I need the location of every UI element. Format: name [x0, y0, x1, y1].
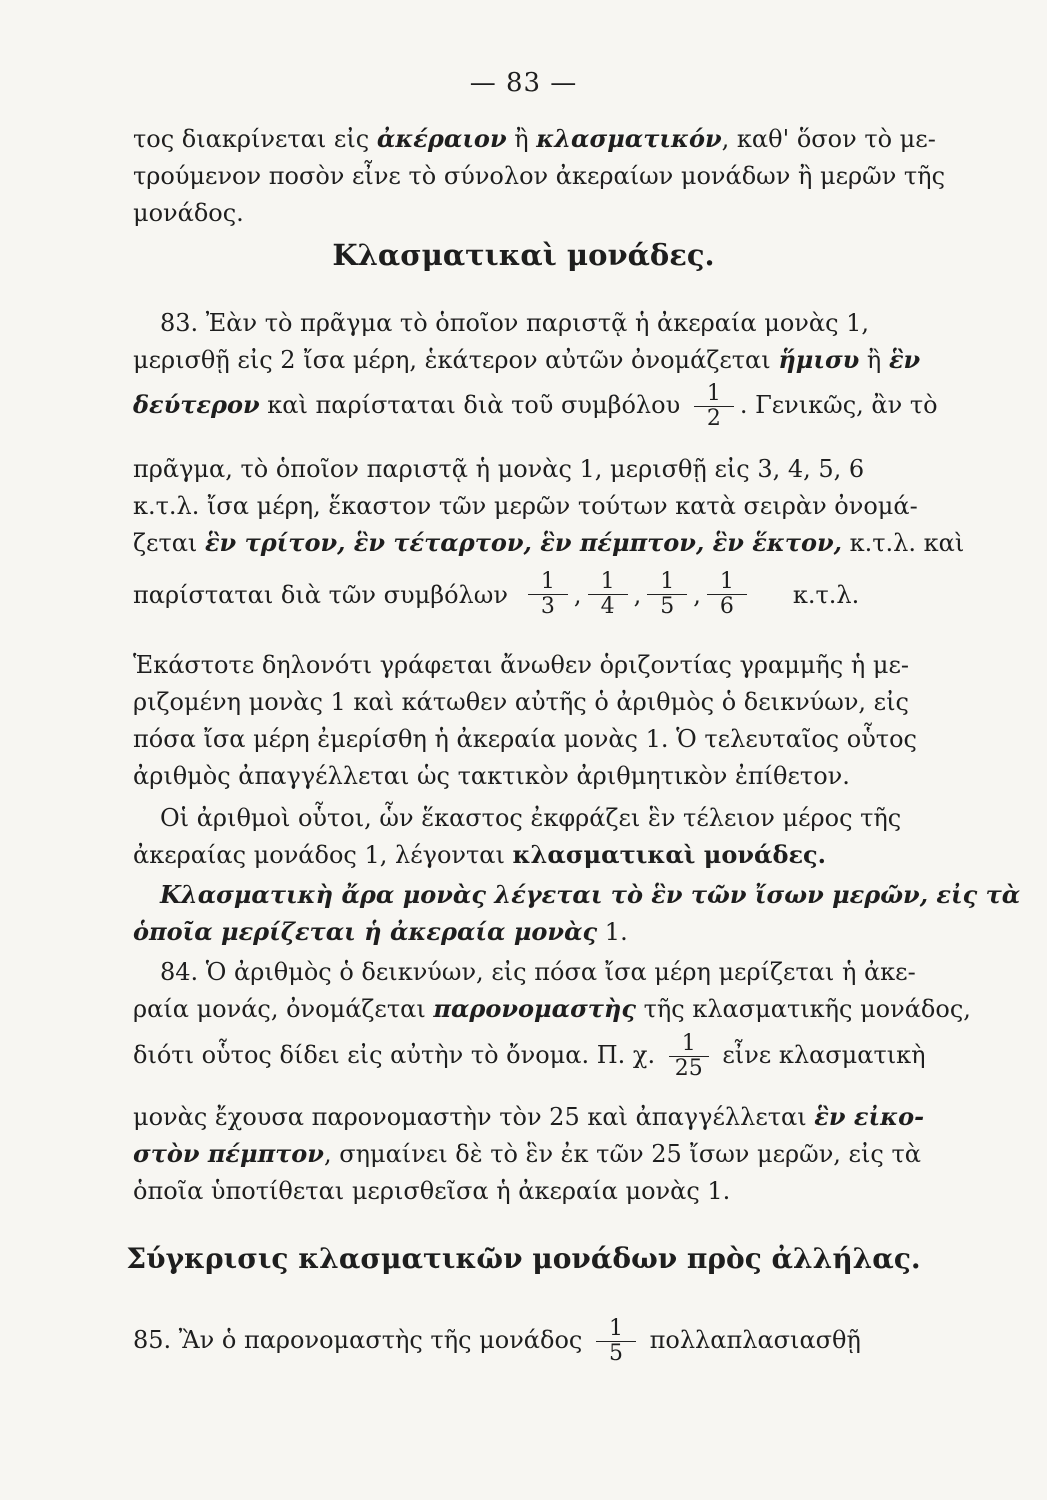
- text-span: μερισθῇ εἰς 2 ἴσα μέρη, ἑκάτερον αὐτῶν ὀνομάζεται: [133, 346, 779, 374]
- text-line: [133, 1030, 933, 1081]
- text-span: διότι οὗτος δίδει εἰς αὐτὴν τὸ ὄνομα. Π. χ.: [133, 1041, 656, 1069]
- text-line: ριζομένη μονὰς 1 καὶ κάτωθεν αὐτῆς ὁ ἀριθμὸς ὁ δεικνύων, εἰς: [133, 688, 909, 716]
- italic-term: ἓν εἰκο-: [814, 1102, 925, 1131]
- text-line: 84. Ὁ ἀριθμὸς ὁ δεικνύων, εἰς πόσα ἴσα μέρη μερίζεται ἡ ἀκε-: [160, 958, 916, 986]
- text-line: τρούμενον ποσὸν εἶνε τὸ σύνολον ἀκεραίων μονάδων ἢ μερῶν τῆς: [133, 162, 946, 190]
- text-span: μονὰς ἔχουσα παρονομαστὴν τὸν 25 καὶ ἀπαγγέλλεται: [133, 1103, 815, 1131]
- text-line: ὁποῖα ὑποτίθεται μερισθεῖσα ἡ ἀκεραία μονὰς 1.: [133, 1177, 731, 1205]
- italic-definition: Κλασματικὴ ἄρα μονὰς λέγεται τὸ ἓν τῶν ἴσων μερῶν, εἰς τὰ: [160, 880, 1021, 909]
- text-span: κ.τ.λ. καὶ: [842, 529, 965, 557]
- fraction-numerator: 1: [608, 1316, 623, 1341]
- text-span: πολλαπλασιασθῇ: [649, 1326, 861, 1354]
- text-span: 85. Ἂν ὁ παρονομαστὴς τῆς μονάδος: [133, 1326, 583, 1354]
- text-span: παρίσταται διὰ τῶν συμβόλων: [133, 580, 508, 609]
- text-line: [133, 1310, 933, 1370]
- bold-term: κλασματικαὶ μονάδες.: [512, 840, 827, 869]
- italic-term: στὸν πέμπτον: [133, 1139, 324, 1168]
- fraction-one-twentyfifth: [669, 1032, 709, 1081]
- text-span: ζεται: [133, 529, 205, 557]
- page-number: — 83 —: [469, 68, 578, 98]
- text-span: ἢ: [506, 125, 537, 153]
- fraction-numerator: 1: [660, 569, 675, 594]
- text-line: [133, 122, 936, 156]
- section-heading: Κλασματικαὶ μονάδες.: [332, 238, 715, 272]
- text-line: [133, 1100, 933, 1134]
- text-line: [133, 1137, 933, 1171]
- text-span: τῆς κλασματικῆς μονάδος,: [635, 995, 971, 1023]
- italic-term: ἓν: [888, 345, 921, 374]
- fraction-numerator: 1: [681, 1031, 696, 1056]
- fraction-denominator: 25: [674, 1056, 703, 1081]
- text-span: , καθ' ὅσον τὸ με-: [721, 125, 936, 153]
- text-span: . Γενικῶς, ἂν τὸ: [739, 391, 938, 419]
- fraction-symbols-line: παρίσταται διὰ τῶν συμβόλων $\frac{1}{3}$ , $\frac{1}{4}$ , $\frac{1}{5}$ , $\frac{1}{6}$ κ.τ.λ.: [133, 569, 860, 619]
- text-line: [133, 915, 933, 949]
- text-line: [133, 992, 971, 1026]
- italic-term: παρονομαστὴς: [433, 994, 636, 1023]
- fraction-one-third: [528, 570, 568, 619]
- italic-term: ἥμισυ: [778, 345, 860, 374]
- fraction-one-fifth: [596, 1317, 636, 1366]
- fraction-numerator: 1: [719, 569, 734, 594]
- text-line: κ.τ.λ. ἴσα μέρη, ἕκαστον τῶν μερῶν τούτων κατὰ σειρὰν ὀνομά-: [133, 492, 918, 520]
- fraction-one-fifth: [647, 570, 687, 619]
- italic-term: ἓν τρίτον, ἓν τέταρτον, ἓν πέμπτον, ἓν ἕκτον,: [204, 528, 842, 557]
- fraction-one-fourth: [588, 570, 628, 619]
- text-span: εἶνε κλασματικὴ: [722, 1041, 926, 1069]
- fraction-numerator: 1: [706, 381, 721, 406]
- text-span: ἀκεραίας μονάδος 1, λέγονται: [133, 841, 513, 869]
- text-span: καὶ παρίσταται διὰ τοῦ συμβόλου: [259, 391, 681, 419]
- fraction-numerator: 1: [540, 569, 555, 594]
- text-line: [133, 343, 933, 377]
- text-span: , σημαίνει δὲ τὸ ἓν ἐκ τῶν 25 ἴσων μερῶν, εἰς τὰ: [323, 1140, 921, 1168]
- text-span: ραία μονάς, ὀνομάζεται: [133, 995, 434, 1023]
- italic-term: δεύτερον: [133, 390, 260, 419]
- italic-term: ἀκέραιον: [376, 124, 507, 153]
- text-line: ἀριθμὸς ἀπαγγέλλεται ὡς τακτικὸν ἀριθμητικὸν ἐπίθετον.: [133, 762, 850, 790]
- italic-definition: ὁποῖα μερίζεται ἡ ἀκεραία μονὰς: [133, 917, 598, 946]
- fraction-numerator: 1: [600, 569, 615, 594]
- fraction-denominator: 5: [660, 594, 675, 619]
- text-span: τος διακρίνεται εἰς: [133, 125, 377, 153]
- fraction-one-sixth: [707, 570, 747, 619]
- text-line: πόσα ἴσα μέρη ἐμερίσθη ἡ ἀκεραία μονὰς 1. Ὁ τελευταῖος οὗτος: [133, 725, 917, 753]
- text-span: κ.τ.λ.: [792, 580, 860, 609]
- text-line: [160, 878, 1021, 912]
- text-line: [133, 380, 938, 431]
- fraction-denominator: 4: [600, 594, 615, 619]
- fraction-one-half: [694, 382, 734, 431]
- fraction-denominator: 5: [608, 1341, 623, 1366]
- text-span: ἢ: [859, 346, 889, 374]
- fraction-denominator: 6: [719, 594, 734, 619]
- text-line: [133, 838, 933, 872]
- text-line: πρᾶγμα, τὸ ὁποῖον παριστᾷ ἡ μονὰς 1, μερισθῇ εἰς 3, 4, 5, 6: [133, 455, 865, 483]
- text-line: [133, 526, 965, 560]
- italic-term: κλασματικόν: [536, 124, 722, 153]
- text-line: 83. Ἐὰν τὸ πρᾶγμα τὸ ὁποῖον παριστᾷ ἡ ἀκεραία μονὰς 1,: [160, 309, 870, 337]
- section-heading: Σύγκρισις κλασματικῶν μονάδων πρὸς ἀλλήλας.: [126, 1242, 921, 1275]
- fraction-denominator: 3: [540, 594, 555, 619]
- text-span: 1.: [597, 918, 628, 946]
- fraction-denominator: 2: [706, 406, 721, 431]
- text-line: μονάδος.: [133, 199, 244, 227]
- text-line: Ἑκάστοτε δηλονότι γράφεται ἄνωθεν ὁριζοντίας γραμμῆς ἡ με-: [133, 651, 910, 679]
- text-line: Οἱ ἀριθμοὶ οὗτοι, ὧν ἕκαστος ἐκφράζει ἓν τέλειον μέρος τῆς: [160, 804, 902, 832]
